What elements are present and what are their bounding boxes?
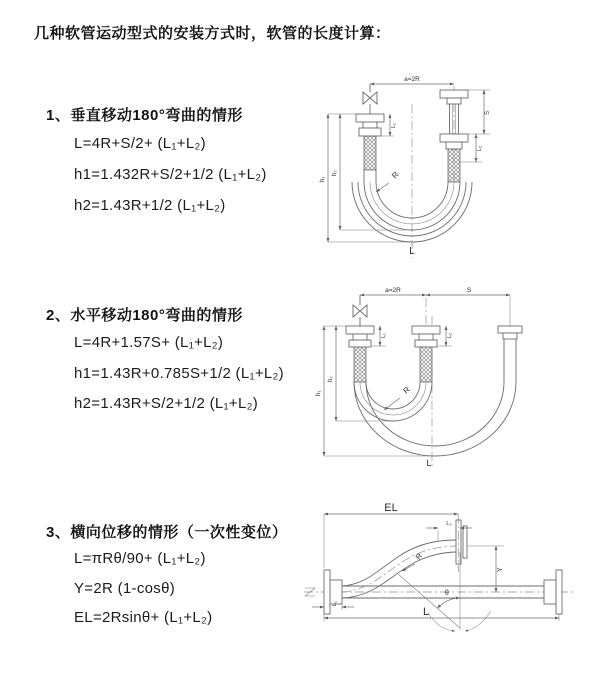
- left-fitting: [324, 570, 342, 614]
- dim-label-h1: h₁: [316, 390, 322, 396]
- dim-label-l2: L₂: [477, 145, 483, 151]
- formula-line: h1=1.43R+0.785S+1/2 (L₁+L₂): [74, 365, 284, 382]
- hose-bend: [354, 382, 516, 456]
- formula-line: L=4R+S/2+ (L₁+L₂): [74, 135, 206, 152]
- left-fitting: [346, 326, 374, 382]
- formula-line: h2=1.43R+S/2+1/2 (L₁+L₂): [74, 395, 259, 412]
- dim-label-l1: L₁: [391, 123, 397, 128]
- braided-hose: [354, 347, 366, 382]
- dimension-s: [426, 287, 510, 326]
- valve-icon: [353, 295, 367, 326]
- right-fitting: [544, 570, 562, 614]
- displaced-hose: [342, 540, 456, 598]
- dimension-length: [324, 606, 559, 621]
- left-fitting: [356, 114, 384, 182]
- radius-leader: [376, 170, 401, 192]
- dim-label-length: L: [422, 606, 430, 618]
- braided-hose: [420, 347, 432, 382]
- dimension-s: [468, 90, 491, 134]
- dim-label-span: a=2R: [404, 76, 420, 83]
- dim-label-s: S: [485, 110, 491, 115]
- dim-label-h2: h₂: [332, 170, 338, 176]
- formula-line: L=πRθ/90+ (L₁+L₂): [74, 550, 206, 567]
- section-1-heading: 1、垂直移动180°弯曲的情形: [46, 107, 243, 124]
- formula-line: L=4R+1.57S+ (L₁+L₂): [74, 334, 224, 351]
- middle-fitting: [412, 326, 440, 382]
- dim-label-l2: L₂: [447, 332, 453, 338]
- dim-label-radius: R: [413, 551, 425, 562]
- moved-fitting: [456, 514, 467, 572]
- dimension-l1-bottom: [312, 600, 354, 610]
- dim-label-y: Y: [497, 567, 504, 572]
- dim-label-h1: h₁: [320, 176, 326, 182]
- braided-hose: [448, 149, 460, 182]
- dim-label-radius: R: [390, 169, 401, 181]
- dim-label-length: L: [426, 458, 432, 468]
- radius-leader: [384, 385, 412, 410]
- dim-label-l2: L₂: [446, 521, 452, 527]
- section-2-heading: 2、水平移动180°弯曲的情形: [46, 307, 243, 324]
- diagram-horizontal-180-bend: [312, 282, 574, 470]
- dim-label-radius: R: [401, 384, 412, 396]
- dim-label-l1: L₁: [381, 333, 387, 338]
- right-fitting: [440, 90, 468, 182]
- dim-label-el: EL: [384, 502, 398, 514]
- dim-label-h2: h₂: [328, 376, 334, 382]
- dim-label-span: a=2R: [385, 287, 401, 294]
- dimension-y: [468, 546, 504, 592]
- valve-icon: [363, 84, 377, 114]
- formula-line: Y=2R (1-cosθ): [74, 580, 176, 597]
- dim-label-theta: θ: [445, 590, 449, 597]
- displaced-fitting: [498, 326, 522, 382]
- page-title: 几种软管运动型式的安装方式时，软管的长度计算：: [34, 25, 391, 42]
- formula-line: h2=1.43R+1/2 (L₁+L₂): [74, 197, 226, 214]
- dimension-span: [360, 287, 426, 295]
- dim-label-s: S: [466, 287, 472, 294]
- section-3-heading: 3、横向位移的情形（一次性变位）: [46, 524, 288, 541]
- formula-line: EL=2Rsinθ+ (L₁+L₂): [74, 609, 213, 626]
- braided-hose: [364, 136, 376, 170]
- diagram-lateral-displacement: [298, 500, 590, 662]
- formula-line: h1=1.432R+S/2+1/2 (L₁+L₂): [74, 166, 267, 183]
- dimension-span: [370, 76, 454, 84]
- dim-label-length: L: [409, 246, 415, 257]
- diagram-vertical-180-bend: [312, 70, 552, 266]
- dim-label-l1: L₁: [332, 601, 338, 606]
